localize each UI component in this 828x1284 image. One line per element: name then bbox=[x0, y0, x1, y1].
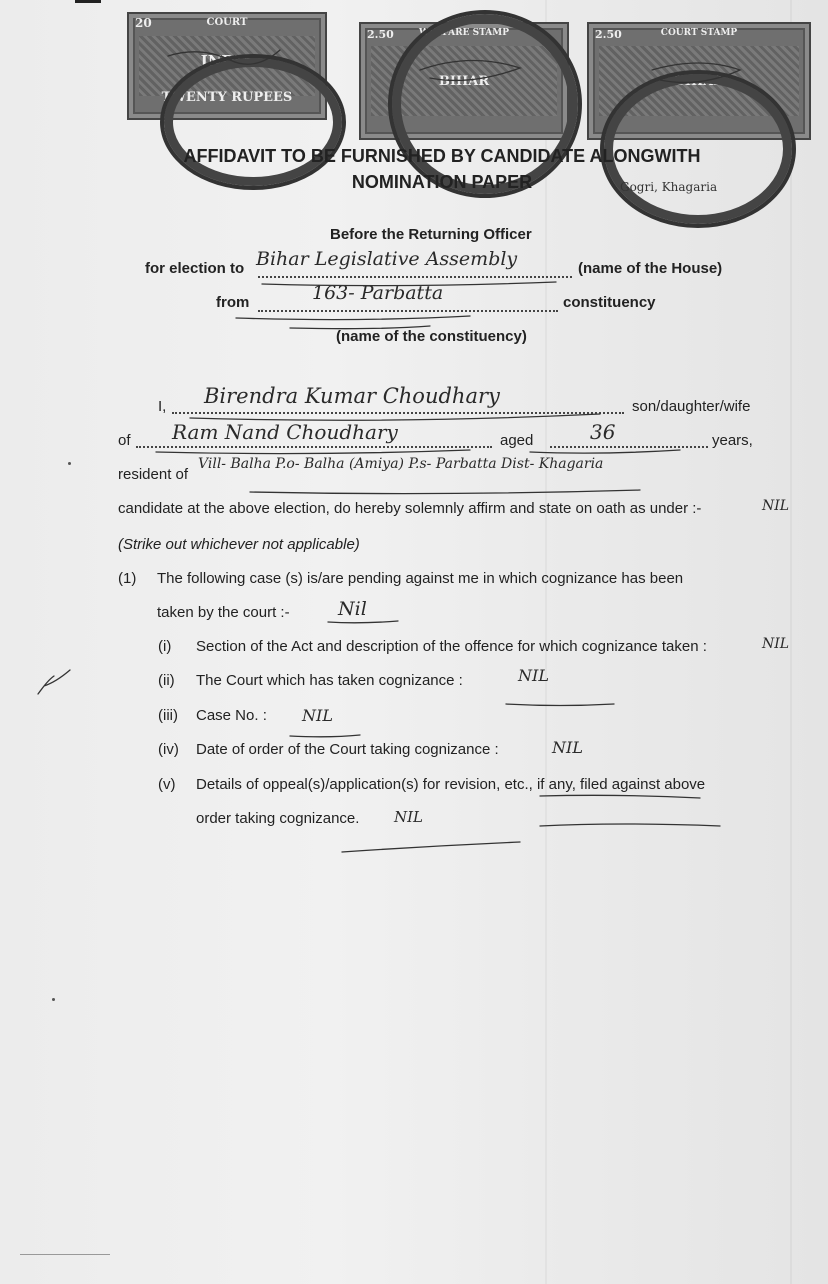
pen-underline bbox=[530, 450, 680, 453]
pen-underline bbox=[540, 795, 700, 798]
stamp-top-text: COURT STAMP bbox=[660, 28, 738, 38]
item-text: Section of the Act and description of the offence for which cognizance taken : bbox=[196, 638, 707, 655]
section1-text: taken by the court :- bbox=[157, 604, 290, 621]
pen-underline bbox=[250, 490, 640, 494]
handwritten-parent-name: Ram Nand Choudhary bbox=[172, 420, 398, 444]
ink-speck bbox=[68, 462, 71, 465]
handwritten-nil: NIL bbox=[518, 666, 549, 685]
stamp-mid-text: BIHAR bbox=[438, 74, 490, 89]
affidavit-title-line1: AFFIDAVIT TO BE FURNISHED BY CANDIDATE ALONGWITH bbox=[183, 146, 701, 166]
item-number: (i) bbox=[158, 638, 172, 655]
section1-text: The following case (s) is/are pending against me in which cognizance has been bbox=[157, 570, 684, 587]
label-years: years, bbox=[712, 432, 753, 449]
handwritten-nil: NIL bbox=[762, 636, 790, 652]
label-name-of-constituency: (name of the constituency) bbox=[336, 328, 527, 345]
item-text: The Court which has taken cognizance : bbox=[196, 672, 463, 689]
item-number: (iv) bbox=[158, 741, 179, 758]
handwritten-age: 36 bbox=[590, 420, 616, 444]
stamp-value: 2.50 bbox=[595, 28, 622, 41]
stamp-mid-text: INDIA bbox=[200, 52, 254, 70]
label-resident-of: resident of bbox=[118, 466, 189, 483]
stamp-signature bbox=[652, 63, 740, 82]
label-of: of bbox=[118, 432, 131, 449]
label-constituency: constituency bbox=[563, 294, 656, 311]
pen-underline bbox=[342, 842, 520, 852]
pen-underline bbox=[156, 450, 470, 454]
item-number: (iii) bbox=[158, 707, 178, 724]
pen-underline bbox=[236, 316, 470, 320]
handwritten-deponent-name: Birendra Kumar Choudhary bbox=[204, 384, 500, 408]
stamp-top-text: WELFARE STAMP bbox=[418, 28, 510, 38]
ink-speck bbox=[52, 998, 55, 1001]
edge-mark bbox=[20, 1254, 110, 1255]
stamp-value: 2.50 bbox=[367, 28, 394, 41]
label-relation: son/daughter/wife bbox=[632, 398, 751, 415]
handwritten-nil: NIL bbox=[762, 498, 790, 514]
handwritten-house: Bihar Legislative Assembly bbox=[256, 248, 518, 270]
label-aged: aged bbox=[500, 432, 534, 449]
handwritten-nil: NIL bbox=[302, 706, 333, 725]
affirmation-text: candidate at the above election, do hereby solemnly affirm and state on oath as under :- bbox=[118, 500, 702, 517]
pen-underline bbox=[540, 824, 720, 826]
item-text: Details of oppeal(s)/application(s) for revision, etc., if any, filed against above bbox=[196, 776, 706, 793]
section-number: (1) bbox=[118, 570, 137, 587]
stamp-top-text: COURT bbox=[206, 17, 248, 28]
seal-text: Gogri, Khagaria bbox=[620, 180, 718, 194]
stamp-signature bbox=[420, 60, 520, 80]
stamp-mid-text: BIHAR bbox=[673, 74, 725, 89]
stamp-bottom-text: TWENTY RUPEES bbox=[161, 90, 293, 105]
pen-underline bbox=[328, 621, 398, 623]
item-text: Case No. : bbox=[196, 707, 267, 724]
item-number: (v) bbox=[158, 776, 176, 793]
margin-check-mark bbox=[38, 670, 70, 694]
handwritten-constituency: 163- Parbatta bbox=[312, 282, 444, 304]
label-for-election: for election to bbox=[145, 260, 245, 277]
handwritten-nil: NIL bbox=[394, 808, 424, 826]
handwritten-nil: Nil bbox=[338, 598, 367, 620]
pen-underline bbox=[290, 326, 430, 329]
stamp-value: 20 bbox=[135, 16, 152, 30]
label-name-of-house: (name of the House) bbox=[578, 260, 723, 277]
affidavit-title-line2: NOMINATION PAPER bbox=[351, 172, 533, 192]
pen-underline bbox=[506, 704, 614, 706]
label-from: from bbox=[216, 294, 250, 311]
handwritten-address: Vill- Balha P.o- Balha (Amiya) P.s- Parbatta Dist- Khagaria bbox=[198, 456, 604, 472]
item-text: Date of order of the Court taking cognizance : bbox=[196, 741, 499, 758]
pen-underline bbox=[290, 735, 360, 737]
before-returning-officer: Before the Returning Officer bbox=[330, 226, 532, 243]
strike-out-note: (Strike out whichever not applicable) bbox=[118, 536, 360, 553]
item-text: order taking cognizance. bbox=[196, 810, 360, 827]
label-i: I, bbox=[158, 398, 167, 415]
item-number: (ii) bbox=[158, 672, 175, 689]
stamp-signature bbox=[168, 50, 280, 64]
pen-underline bbox=[190, 414, 600, 420]
pen-underline bbox=[262, 282, 556, 286]
handwritten-nil: NIL bbox=[552, 738, 583, 757]
